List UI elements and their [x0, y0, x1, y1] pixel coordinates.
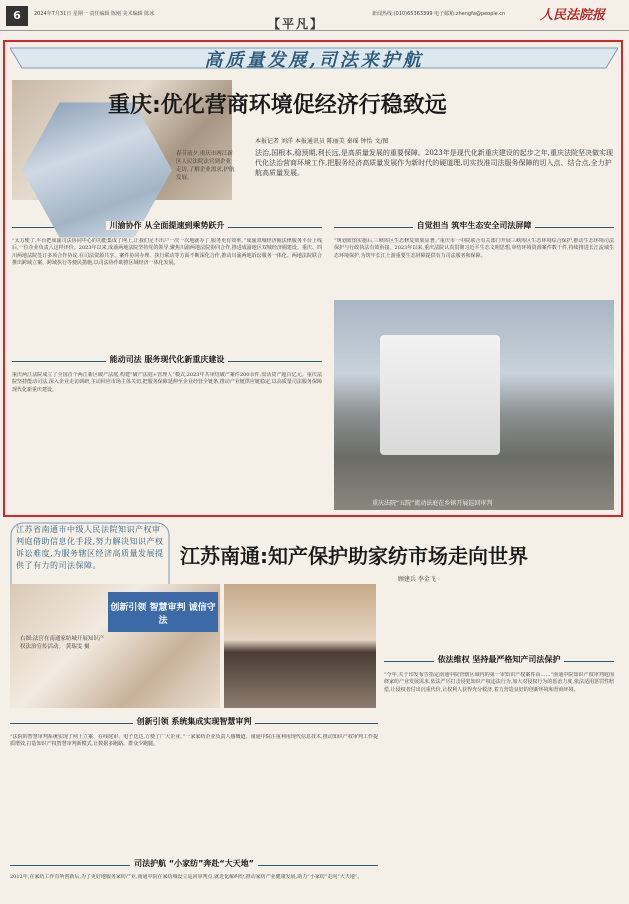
article1-photo-court-van-caption: 重庆法院“五院”流动法庭在乡镇开展巡回审判 [372, 500, 493, 507]
article1-section-1-text: “太方便了,平台把成渝司法协同中心的功能集成了网上,让我们足不出户一次一次地就办了,服务更有效率。”成渝双城经济圈法律服务平台上线后,一位企业负责人这样评价。2023年以来,成渝两地法院坚持党的领导,聚焦川渝两地法院协同合作,推进成渝地区双城经济圈建设。重庆、四川两地法院签订多项合作协议,在司法资源共享、案件协同办理、执行联动等方面不断深化合作,推动川渝两地诉讼服务一体化。两地法院联合推出跨域立案、跨域执行等便民措施,以司法协作助推区域经济一体化发展。 [12, 238, 322, 266]
issue-meta: 2024年7月31日 星期一 责任编辑 陈刚 美术编辑 陈冰 [34, 11, 155, 17]
article2-subheading-2: 创新引领 系统集成实现智慧审判 [10, 716, 378, 730]
article1-section-2-text: 重庆两江法院成立了全国首个两江新区破产法庭,构建“破产法庭+管理人”模式,2023年共审结破产案件200余件,盘活资产超百亿元。重庆法院坚持能动司法,深入企业走访调研,主动回应市场主体关切,把服务保障延伸至企业经营全链条,推动产业链供应链稳定,以高质量司法服务保障现代化新重庆建设。 [12, 372, 322, 393]
article1-lead: 法治,国根本,稳预期,利长远,是高质量发展的重要保障。2023年是现代化新重庆建设的起步之年,重庆法院坚决做实现代化法治营商环境工作,把服务经济高质量发展作为新时代的硬道理,切实找准司法服务保障的切入点、结合点,全力护航高质量发展。 [255, 149, 613, 177]
banner-title: 高质量发展,司法来护航 [204, 50, 424, 71]
news-contact: 新闻热线:(010)65363399 电子邮箱:zhengfa@people.cn [372, 11, 506, 17]
article2-subheading-3: 司法护航 “小家纺”奔赴“大天地” [10, 858, 378, 872]
page-number: 6 [6, 6, 28, 26]
article2-photo-right [224, 584, 376, 708]
article1-subheading-2: 能动司法 服务现代化新重庆建设 [12, 354, 322, 368]
article2-section-3-text: 2012年,在家纺工作有所创新后,为了更好地服务家纺产业,南通中院在家纺城设立巡回审判点,就近化解纠纷,推动家纺产业健康发展,助力“小家纺”走向“大天地”。 [10, 874, 363, 880]
article1-subheading-3: 自觉担当 筑牢生态安全司法屏障 [334, 220, 614, 234]
article1-photo-caption: 春节前夕,重庆市两江新区人民法院法官到企业走访,了解企业需求,护航发展。 [176, 151, 235, 181]
newspaper-logo: 人民法院报 [540, 8, 606, 23]
article2-byline: 顾建兵 李金飞 [398, 576, 436, 583]
article2-photo-caption: 右图:法官在南通家纺城开展知识产权法治宣传活动。 黄瑞雯 摄 [20, 636, 105, 650]
article2-photo-banner-text: 创新引领 智慧审判 诚信守法 [110, 603, 216, 626]
article1-headline: 重庆:优化营商环境促经济行稳致远 [108, 93, 447, 118]
court-van-shape [380, 335, 500, 455]
article1-subheading-1: 川渝协作 从全面提速到乘势跃升 [12, 220, 322, 234]
article1-byline: 本报记者 刘洋 本报通讯员 陈丽美 秦瑶 钟怡 文/图 [255, 138, 389, 145]
article1-section-3-text: “规划蓝图实施后,三峡库区生态修复效果显著。”重庆市一中院联合有关部门开展三峡库区生态环境综合保护,推动生态环境司法保护与行政执法有效衔接。2023年以来,重庆法院认真贯彻习近平生态文明思想,审结环境资源案件数千件,持续推进长江流域生态环境保护,为筑牢长江上游重要生态屏障提供有力司法服务和保障。 [334, 238, 614, 259]
article2-section-2-text: “法院的智慧审判系统实现了网上立案、在线庭审、电子送达,方便了广大企业。”一家家纺企业负责人感慨道。南通中院注重利用现代信息技术,推动知识产权审判工作提质增效,打造知识产权智慧审判新模式,让数据多跑路、群众少跑腿。 [10, 734, 378, 748]
article2-section-1-text: “今年,关于印发布告指定南通中院管辖区域内的第一审知识产权案件由……”南通中院知识产权审判庭围绕家纺产业发展需求,依法严厉打击侵犯知识产权违法行为,加大对侵权行为的惩治力度,依法适用惩罚性赔偿,让侵权者付出沉重代价,让权利人获得充分救济,着力营造良好的创新环境和营商环境。 [384, 672, 614, 693]
article2-subheading-1: 依法维权 坚持最严格知产司法保护 [384, 654, 614, 668]
article2-headline: 江苏南通:知产保护助家纺市场走向世界 [180, 544, 528, 568]
article2-summary: 江苏省南通市中级人民法院知识产权审判庭借助信息化手段,努力解决知识产权诉讼难度,为服务辖区经济高质量发展提供了有力的司法保障。 [16, 525, 164, 570]
section-name: 【平凡】 [268, 17, 325, 31]
